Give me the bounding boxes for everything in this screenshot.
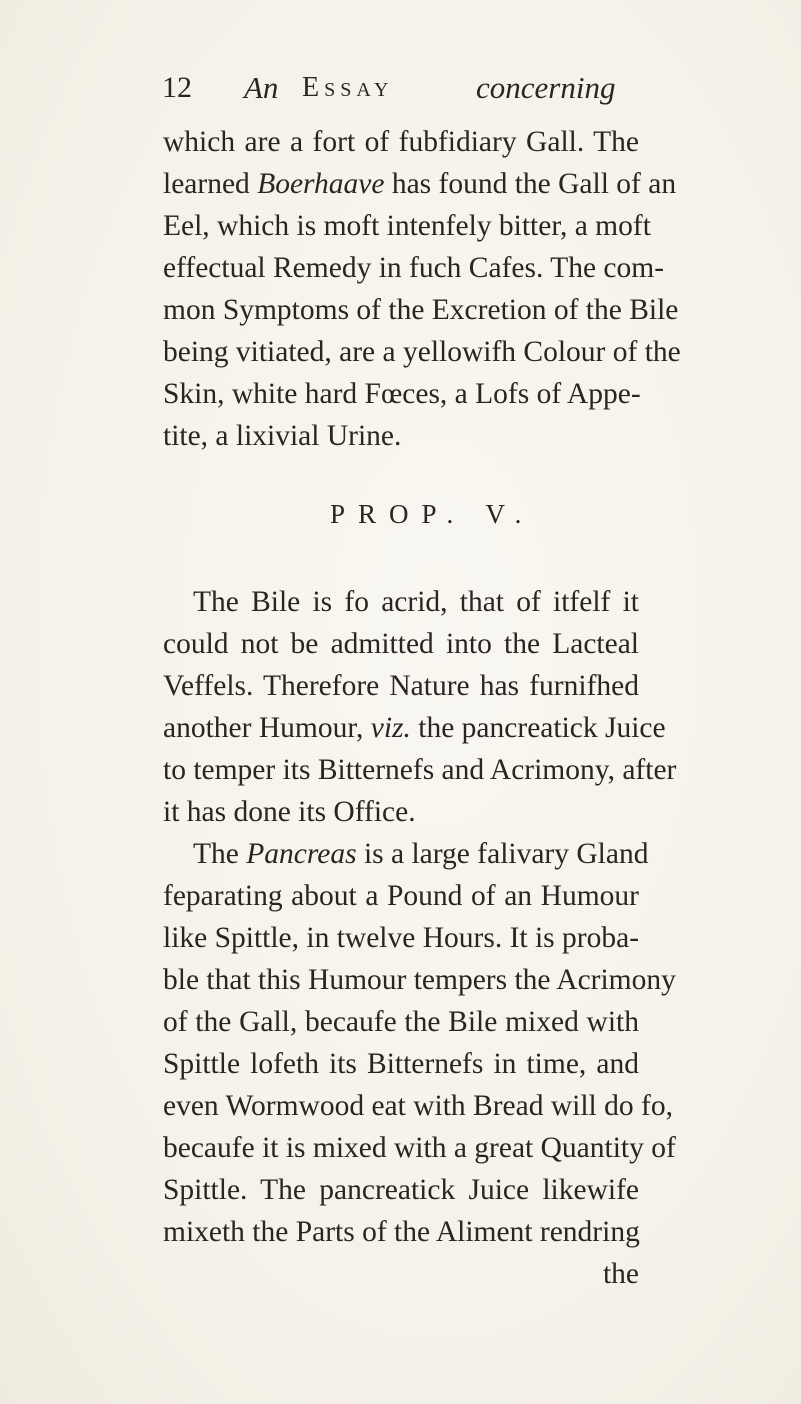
term: Pancreas <box>246 838 357 870</box>
running-head <box>162 66 652 110</box>
text-run: is a large falivary Gland <box>363 838 649 870</box>
text-line <box>163 164 677 204</box>
text-line: Spittle. The pancreatick Juice likewife <box>163 1174 639 1206</box>
text-run: The <box>193 838 239 870</box>
text-line <box>193 834 649 874</box>
page-number: 12 <box>162 71 192 104</box>
text-line: mixeth the Parts of the Aliment rendring <box>163 1216 640 1248</box>
text-run: has found the Gall of an <box>391 168 677 200</box>
catchword: the <box>602 1258 639 1290</box>
text-line: The Bile is fo acrid, that of itfelf it <box>193 586 639 618</box>
text-line: being vitiated, are a yellowifh Colour of the <box>163 336 681 368</box>
text-line <box>163 708 666 748</box>
text-line: Skin, white hard Fœces, a Lofs of Appe- <box>163 378 641 410</box>
text-line: Spittle lofeth its Bitternefs in time, and <box>163 1048 639 1080</box>
running-head-an: An <box>244 70 279 105</box>
text-run: learned <box>163 168 250 200</box>
text-line: of the Gall, becaufe the Bile mixed with <box>163 1006 639 1038</box>
text-run: another Humour, <box>163 712 364 744</box>
text-line: Eel, which is moft intenfely bitter, a moft <box>163 210 651 242</box>
text-line: like Spittle, in twelve Hours. It is proba- <box>163 922 640 954</box>
text-line: tite, a lixivial Urine. <box>163 420 402 452</box>
text-line: could not be admitted into the Lacteal <box>163 628 639 660</box>
person-name: Boerhaave <box>257 168 385 200</box>
section-heading: PROP. V. <box>330 499 535 529</box>
text-line: feparating about a Pound of an Humour <box>163 880 639 912</box>
text-line: ble that this Humour tempers the Acrimony <box>163 964 676 996</box>
running-head-essay: Essay <box>302 72 394 103</box>
running-head-concerning: concerning <box>476 70 616 105</box>
text-line: to temper its Bitternefs and Acrimony, after <box>163 754 677 786</box>
text-line: mon Symptoms of the Excretion of the Bile <box>163 294 679 326</box>
text-run: the pancreatick Juice <box>418 712 666 744</box>
text-line: which are a fort of fubfidiary Gall. The <box>163 126 639 158</box>
abbreviation: viz. <box>370 712 411 744</box>
text-line: Veffels. Therefore Nature has furnifhed <box>163 670 639 702</box>
text-line: becaufe it is mixed with a great Quantity of <box>163 1132 676 1164</box>
text-line: even Wormwood eat with Bread will do fo, <box>163 1090 673 1122</box>
text-line: effectual Remedy in fuch Cafes. The com- <box>163 252 665 284</box>
text-line: it has done its Office. <box>163 796 416 828</box>
